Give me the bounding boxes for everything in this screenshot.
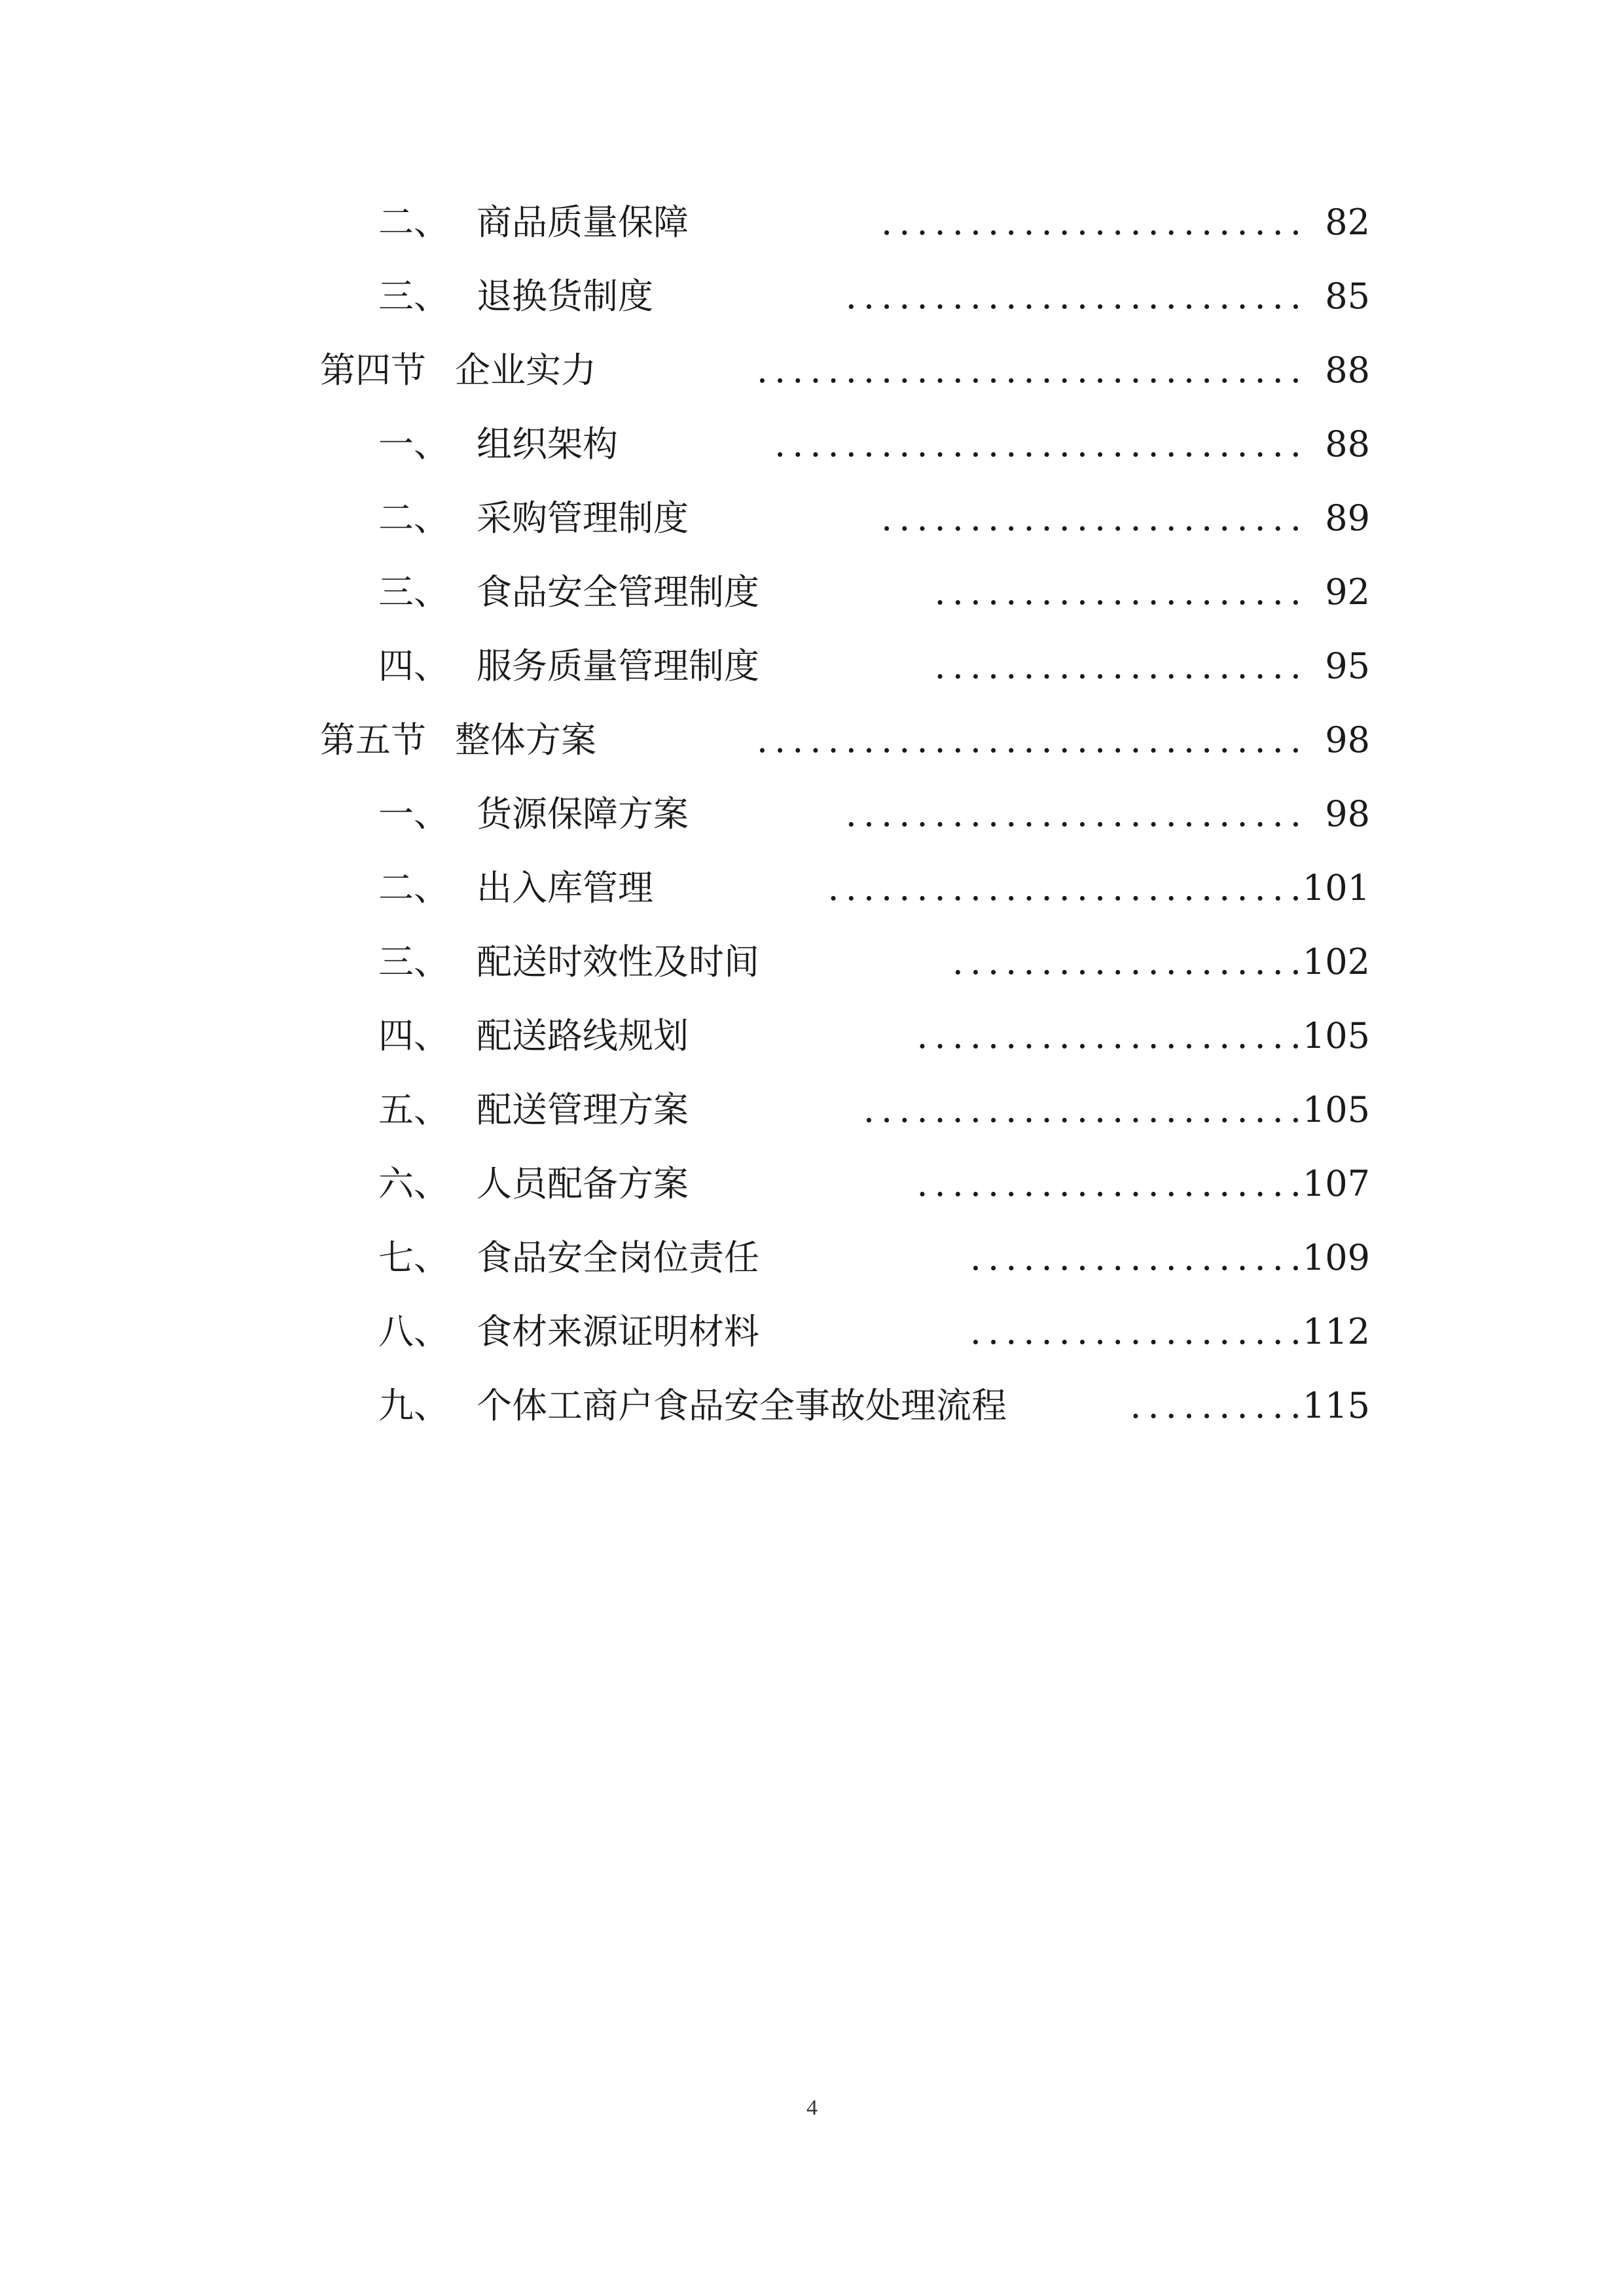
toc-entry[interactable] xyxy=(0,1225,1624,1291)
toc-entry-page: 112 xyxy=(1302,1311,1370,1352)
toc-entry[interactable] xyxy=(0,1077,1624,1143)
toc-entry-leader: ........................... xyxy=(827,867,1308,908)
toc-entry-number: 二、 xyxy=(378,202,449,243)
toc-entry-page: 88 xyxy=(1325,423,1370,465)
toc-entry-page: 109 xyxy=(1302,1237,1370,1278)
toc-entry-number: 二、 xyxy=(378,497,449,539)
toc-entry-title: 组织架构 xyxy=(477,423,618,465)
toc-entry-number: 一、 xyxy=(378,793,449,834)
toc-entry-leader: ........................ xyxy=(881,202,1308,243)
toc-entry-number: 七、 xyxy=(378,1237,449,1278)
toc-entry-title: 个体工商户食品安全事故处理流程 xyxy=(477,1385,1007,1426)
toc-entry-number: 三、 xyxy=(378,571,449,613)
toc-entry-title: 整体方案 xyxy=(455,719,596,761)
toc-entry-leader: ..................... xyxy=(934,571,1308,613)
toc-entry-number: 二、 xyxy=(378,867,449,908)
toc-entry-page: 98 xyxy=(1325,719,1370,761)
toc-entry[interactable] xyxy=(0,338,1624,403)
toc-entry-page: 98 xyxy=(1325,793,1370,834)
toc-entry-number: 八、 xyxy=(378,1311,449,1352)
toc-entry-title: 出入库管理 xyxy=(477,867,653,908)
toc-entry-number: 三、 xyxy=(378,276,449,317)
toc-entry-number: 四、 xyxy=(378,645,449,687)
toc-entry-page: 105 xyxy=(1302,1015,1370,1056)
toc-entry-title: 企业实力 xyxy=(455,350,596,391)
toc-entry-number: 第四节 xyxy=(320,350,426,391)
toc-entry-page: 102 xyxy=(1302,941,1370,982)
toc-entry[interactable] xyxy=(0,190,1624,255)
toc-entry[interactable] xyxy=(0,708,1624,773)
toc-entry-title: 食品安全岗位责任 xyxy=(477,1237,759,1278)
toc-entry-title: 商品质量保障 xyxy=(477,202,689,243)
toc-entry-leader: ............................... xyxy=(756,719,1308,761)
toc-entry-title: 配送时效性及时间 xyxy=(477,941,759,982)
toc-entry-leader: ...................... xyxy=(916,1015,1308,1056)
toc-entry[interactable] xyxy=(0,634,1624,699)
toc-entry-number: 三、 xyxy=(378,941,449,982)
toc-entry-leader: ...................... xyxy=(916,1163,1308,1204)
toc-entry[interactable] xyxy=(0,929,1624,995)
toc-entry[interactable] xyxy=(0,855,1624,921)
toc-entry[interactable] xyxy=(0,1373,1624,1439)
toc-entry[interactable] xyxy=(0,781,1624,847)
toc-entry[interactable] xyxy=(0,1151,1624,1217)
toc-entry-number: 五、 xyxy=(378,1089,449,1130)
toc-entry-title: 退换货制度 xyxy=(477,276,653,317)
page-number: 4 xyxy=(806,2096,818,2120)
toc-entry[interactable] xyxy=(0,1299,1624,1365)
toc-entry-title: 配送路线规划 xyxy=(477,1015,689,1056)
toc-entry-number: 九、 xyxy=(378,1385,449,1426)
toc-entry[interactable] xyxy=(0,1003,1624,1069)
toc-entry-leader: ................... xyxy=(969,1311,1308,1352)
toc-entry-leader: .................... xyxy=(952,941,1308,982)
toc-entry-page: 92 xyxy=(1325,571,1370,613)
toc-entry-number: 第五节 xyxy=(320,719,426,761)
toc-entry-page: 88 xyxy=(1325,350,1370,391)
toc-entry-page: 101 xyxy=(1302,867,1370,908)
toc-entry-title: 食材来源证明材料 xyxy=(477,1311,759,1352)
toc-entry-page: 95 xyxy=(1325,645,1370,687)
toc-entry-leader: ............................... xyxy=(756,350,1308,391)
toc-entry-page: 82 xyxy=(1325,202,1370,243)
toc-entry-leader: ........................ xyxy=(881,497,1308,539)
toc-entry-leader: .......... xyxy=(1130,1385,1308,1426)
toc-entry[interactable] xyxy=(0,560,1624,625)
toc-entry-page: 105 xyxy=(1302,1089,1370,1130)
toc-entry-leader: .............................. xyxy=(774,423,1308,465)
toc-entry-title: 人员配备方案 xyxy=(477,1163,689,1204)
toc-entry-leader: ................... xyxy=(969,1237,1308,1278)
toc-entry-title: 采购管理制度 xyxy=(477,497,689,539)
toc-entry-leader: ..................... xyxy=(934,645,1308,687)
toc-entry[interactable] xyxy=(0,264,1624,329)
toc-entry[interactable] xyxy=(0,486,1624,551)
toc-entry-title: 配送管理方案 xyxy=(477,1089,689,1130)
toc-entry[interactable] xyxy=(0,412,1624,477)
toc-entry-leader: .......................... xyxy=(845,793,1308,834)
toc-entry-title: 服务质量管理制度 xyxy=(477,645,759,687)
toc-entry-number: 一、 xyxy=(378,423,449,465)
toc-entry-number: 四、 xyxy=(378,1015,449,1056)
toc-entry-title: 食品安全管理制度 xyxy=(477,571,759,613)
toc-entry-title: 货源保障方案 xyxy=(477,793,689,834)
toc-entry-leader: ......................... xyxy=(863,1089,1308,1130)
toc-entry-page: 85 xyxy=(1325,276,1370,317)
toc-entry-page: 107 xyxy=(1302,1163,1370,1204)
toc-entry-page: 115 xyxy=(1302,1385,1370,1426)
toc-entry-number: 六、 xyxy=(378,1163,449,1204)
toc-entry-leader: .......................... xyxy=(845,276,1308,317)
toc-entry-page: 89 xyxy=(1325,497,1370,539)
